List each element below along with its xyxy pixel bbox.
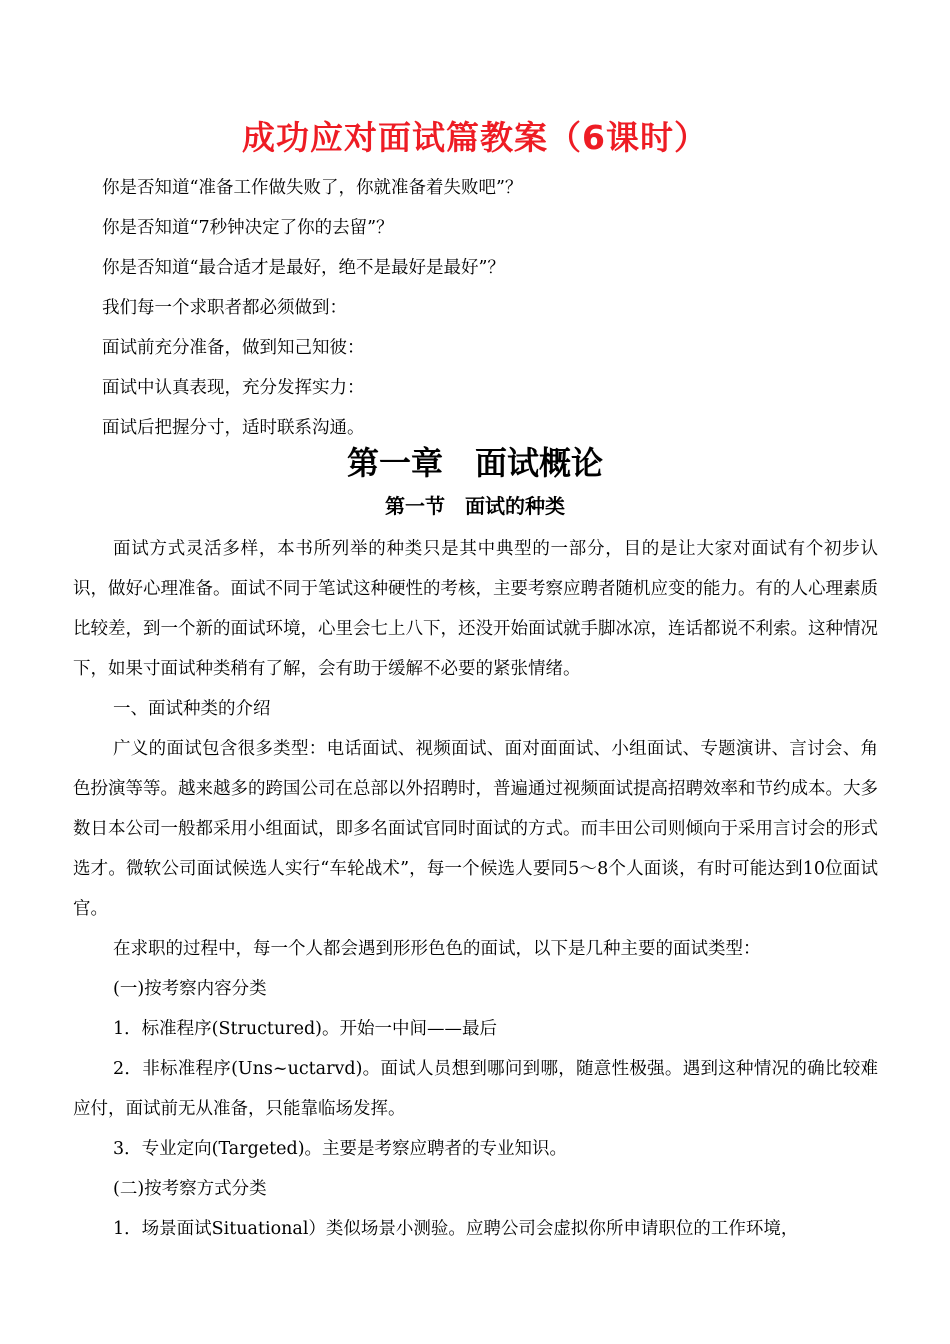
list-item: 1．场景面试Situational）类似场景小测验。应聘公司会虚拟你所申请职位的工作环境， xyxy=(113,1219,799,1239)
list-item: 1．标准程序(Structured)。开始一中间——最后 xyxy=(113,1019,497,1039)
document-title: 成功应对面试篇教案（6课时） xyxy=(242,118,708,157)
paragraph: 在求职的过程中，每一个人都会遇到形形色色的面试，以下是几种主要的面试类型： xyxy=(113,939,761,959)
intro-line: 面试后把握分寸，适时联系沟通。 xyxy=(102,418,365,438)
intro-line: 你是否知道“7秒钟决定了你的去留”？ xyxy=(102,218,394,238)
subheading: (一)按考察内容分类 xyxy=(113,979,267,999)
intro-line: 我们每一个求职者都必须做到： xyxy=(102,298,347,318)
intro-line: 你是否知道“最合适才是最好，绝不是最好是最好”？ xyxy=(102,258,505,278)
subheading: 一、面试种类的介绍 xyxy=(113,699,271,719)
list-item: 3．专业定向(Targeted)。主要是考察应聘者的专业知识。 xyxy=(113,1139,568,1159)
paragraph: 广义的面试包含很多类型：电话面试、视频面试、面对面面试、小组面试、专题演讲、言讨会、角色扮演等等。越来越多的跨国公司在总部以外招聘时，普遍通过视频面试提高招聘效率和节约成本。大多数日本公司一般都采用小组面试，即多名面试官同时面试的方式。而丰田公司则倾向于采用言讨会的形式选才。微软公司面试候选人实行“车轮战术”，每一个候选人要同5～8个人面谈，有时可能达到10位面试官。 xyxy=(73,739,878,919)
section-heading: 第一节 面试的种类 xyxy=(385,494,565,518)
intro-block xyxy=(102,171,882,451)
paragraph: 面试方式灵活多样，本书所列举的种类只是其中典型的一部分，目的是让大家对面试有个初步认识，做好心理准备。面试不同于笔试这种硬性的考核，主要考察应聘者随机应变的能力。有的人心理素质比较差，到一个新的面试环境，心里会七上八下，还没开始面试就手脚冰凉，连话都说不利索。这种情况下，如果寸面试种类稍有了解，会有助于缓解不必要的紧张情绪。 xyxy=(73,539,878,679)
intro-line: 你是否知道“准备工作做失败了，你就准备着失败吧”？ xyxy=(102,178,523,198)
intro-line: 面试中认真表现，充分发挥实力： xyxy=(102,378,365,398)
intro-line: 面试前充分准备，做到知己知彼： xyxy=(102,338,365,358)
body-text xyxy=(73,529,878,1249)
subheading: (二)按考察方式分类 xyxy=(113,1179,267,1199)
list-item: 2．非标准程序(Uns~uctarvd)。面试人员想到哪问到哪，随意性极强。遇到这种情况的确比较难应付，面试前无从准备，只能靠临场发挥。 xyxy=(73,1059,878,1119)
chapter-heading: 第一章 面试概论 xyxy=(346,444,603,482)
